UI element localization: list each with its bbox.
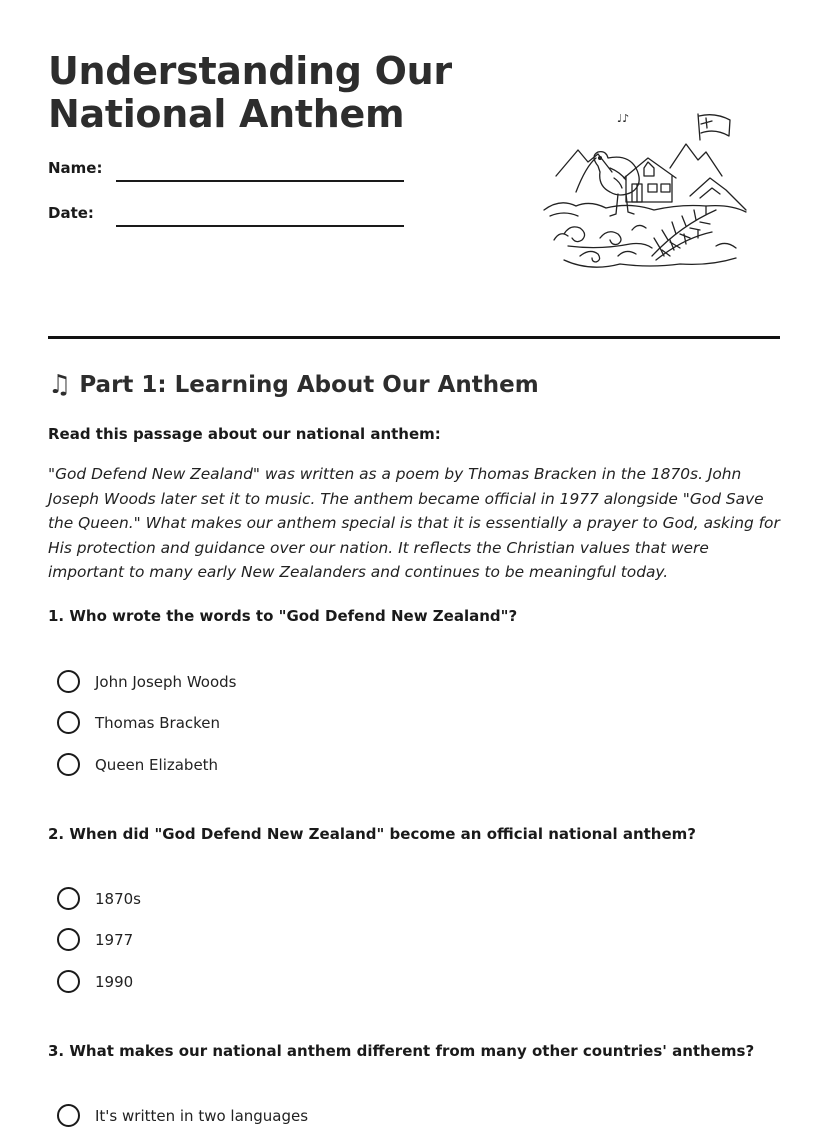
- question-1: 1. Who wrote the words to "God Defend New Zealand"?: [48, 607, 518, 625]
- reading-passage: "God Defend New Zealand" was written as a poem by Thomas Bracken in the 1870s. John Joseph Woods later set it to music. The anthem became official in 1977 alongside "God Save the Queen." What makes our anthem special is that it is essentially a prayer to God, asking for His protection and guidance over our nation. It reflects the Christian values that were important to many early New Zealanders and continues to be meaningful today.: [48, 465, 780, 582]
- question-2-option-2[interactable]: [57, 928, 133, 951]
- option-label: Queen Elizabeth: [95, 755, 219, 774]
- date-field[interactable]: [116, 225, 404, 227]
- radio-button[interactable]: [57, 753, 80, 776]
- radio-button[interactable]: [57, 1104, 80, 1127]
- page-title: [48, 50, 452, 136]
- part-1-heading: [48, 372, 539, 398]
- part-1-heading-text: Part 1: Learning About Our Anthem: [79, 372, 539, 398]
- title-line-2: National Anthem: [48, 92, 405, 136]
- question-3: 3. What makes our national anthem different from many other countries' anthems?: [48, 1042, 755, 1060]
- divider: [48, 336, 780, 339]
- music-notes-icon: ♩♪: [617, 112, 630, 125]
- house-icon: [624, 158, 676, 202]
- question-1-option-1[interactable]: [57, 670, 236, 693]
- radio-button[interactable]: [57, 711, 80, 734]
- name-field[interactable]: [116, 180, 404, 182]
- instruction-text: Read this passage about our national anthem:: [48, 425, 441, 443]
- question-2: 2. When did "God Defend New Zealand" become an official national anthem?: [48, 825, 696, 843]
- question-2-option-1[interactable]: [57, 887, 141, 910]
- radio-button[interactable]: [57, 887, 80, 910]
- radio-button[interactable]: [57, 670, 80, 693]
- question-2-option-3[interactable]: [57, 970, 133, 993]
- music-note-icon: ♫: [48, 370, 72, 400]
- question-3-option-1[interactable]: [57, 1104, 308, 1127]
- flag-icon: [698, 114, 730, 140]
- kiwi-house-landscape-illustration: [540, 106, 752, 274]
- option-label: It's written in two languages: [95, 1106, 309, 1125]
- question-1-option-3[interactable]: [57, 753, 218, 776]
- radio-button[interactable]: [57, 928, 80, 951]
- fern-icon: [652, 206, 716, 260]
- option-label: 1870s: [95, 889, 141, 908]
- waves-icon: [554, 225, 736, 267]
- option-label: 1990: [95, 972, 134, 991]
- kiwi-bird-icon: [576, 152, 639, 216]
- option-label: Thomas Bracken: [95, 713, 221, 732]
- name-label: Name:: [48, 159, 103, 177]
- option-label: 1977: [95, 930, 134, 949]
- radio-button[interactable]: [57, 970, 80, 993]
- question-1-option-2[interactable]: [57, 711, 220, 734]
- date-label: Date:: [48, 204, 94, 222]
- option-label: John Joseph Woods: [95, 672, 237, 691]
- title-line-1: Understanding Our: [48, 49, 452, 93]
